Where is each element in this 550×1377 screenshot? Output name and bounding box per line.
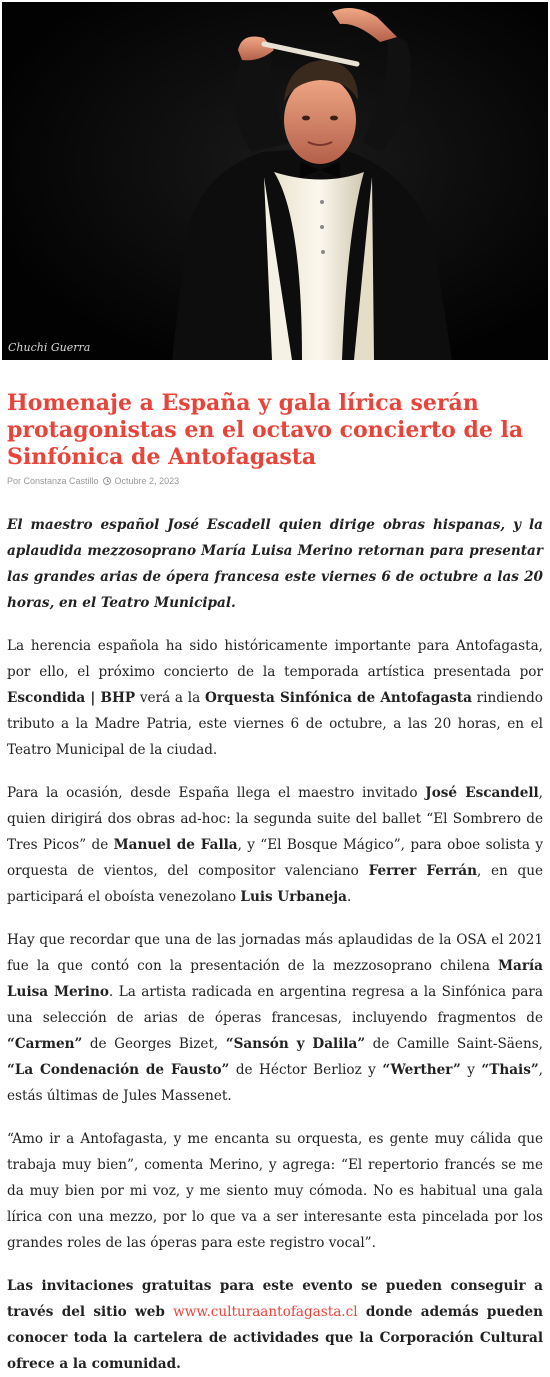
hero-photo (2, 2, 548, 360)
soprano-name: María Luisa Merino (7, 958, 543, 1000)
clock-icon (103, 477, 111, 485)
composer-falla: Manuel de Falla (113, 837, 238, 853)
author-link[interactable]: Por Constanza Castillo (7, 476, 99, 486)
oboist-name: Luis Urbaneja (240, 889, 347, 905)
conductor-name: José Escandell (425, 785, 539, 801)
opera-thais: “Thais” (481, 1062, 539, 1078)
website-link[interactable]: www.culturaantofagasta.cl (173, 1304, 358, 1320)
orchestra-name: Orquesta Sinfónica de Antofagasta (205, 690, 472, 706)
paragraph-5: Las invitaciones gratuitas para este evento se pueden conseguir a través del sitio web www.culturaantofagasta.cl donde además pueden conocer toda la cartelera de actividades que la Corporación Cultural ofrece a la comunidad. (7, 1278, 543, 1372)
opera-werther: “Werther” (382, 1062, 461, 1078)
paragraph-4: “Amo ir a Antofagasta, y me encanta su orquesta, es gente muy cálida que trabaja muy bien”, comenta Merino, y agrega: “El repertorio francés se me da muy bien por mi voz, y me siento muy cómoda. No es habitual una gala lírica con una mezzo, por lo que va a ser interesante esta pincelada por los grandes roles de las óperas para este registro vocal”. (7, 1131, 543, 1251)
opera-carmen: “Carmen” (7, 1036, 83, 1052)
paragraph-3: Hay que recordar que una de las jornadas más aplaudidas de la OSA el 2021 fue la que contó con la presentación de la mezzosoprano chilena María Luisa Merino. La artista radicada en argentina regresa a la Sinfónica para una selección de arias de óperas francesas, incluyendo fragmentos de “Carmen” de Georges Bizet, “Sansón y Dalila” de Camille Saint-Säens, “La Condenación de Fausto” de Héctor Berlioz y “Werther” y “Thais”, estás últimas de Jules Massenet. (7, 932, 543, 1104)
composer-ferran: Ferrer Ferrán (368, 863, 477, 879)
paragraph-1: La herencia española ha sido históricamente importante para Antofagasta, por ello, el próximo concierto de la temporada artística presentada por Escondida | BHP verá a la Orquesta Sinfónica de Antofagasta rindiendo tributo a la Madre Patria, este viernes 6 de octubre, a las 20 horas, en el Teatro Municipal de la ciudad. (7, 638, 543, 758)
sponsor-name: Escondida | BHP (7, 690, 136, 706)
article-meta (7, 476, 543, 486)
opera-sanson: “Sansón y Dalila” (225, 1036, 366, 1052)
publish-date: Octubre 2, 2023 (114, 476, 180, 486)
article-title: Homenaje a España y gala lírica serán protagonistas en el octavo concierto de la Sinfónica de Antofagasta (7, 390, 524, 470)
photo-credit: Chuchi Guerra (8, 341, 91, 354)
opera-fausto: “La Condenación de Fausto” (7, 1062, 230, 1078)
article (0, 390, 550, 1377)
conductor-photo (2, 2, 548, 360)
article-lead: El maestro español José Escadell quien dirige obras hispanas, y la aplaudida mezzosoprano María Luisa Merino retornan para presentar las grandes arias de ópera francesa este viernes 6 de octubre a las 20 horas, en el Teatro Municipal. (7, 517, 543, 611)
paragraph-2: Para la ocasión, desde España llega el maestro invitado José Escandell, quien dirigirá dos obras ad-hoc: la segunda suite del ballet “El Sombrero de Tres Picos” de Manuel de Falla, y “El Bosque Mágico”, para oboe solista y orquesta de vientos, del compositor valenciano Ferrer Ferrán, en que participará el oboísta venezolano Luis Urbaneja. (7, 785, 544, 905)
